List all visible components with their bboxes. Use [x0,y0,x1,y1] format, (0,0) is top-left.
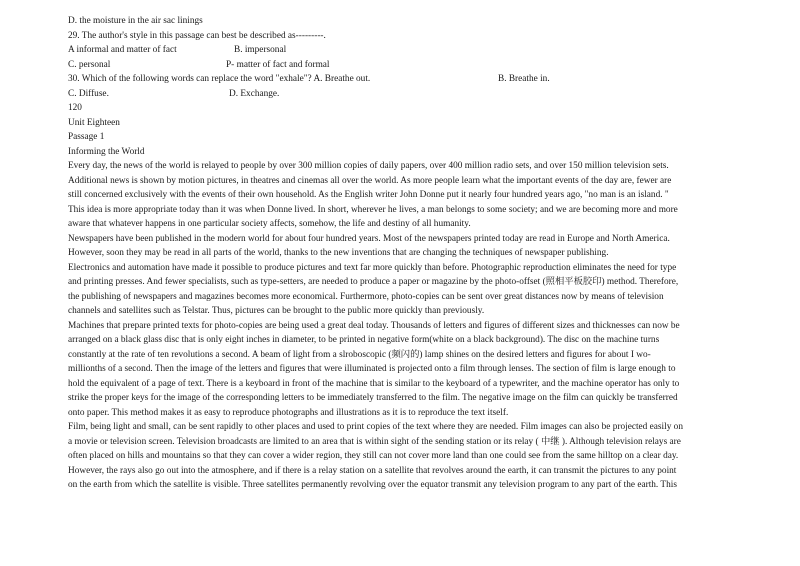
paragraph-line: hold the equivalent of a page of text. There is a keyboard in front of the machine that is similar to the keyboard of a typewriter, and the machine operator has only to [68,378,680,389]
paragraph-line: constantly at the rate of ten revolutions a second. A beam of light from a slroboscopic (频闪的) lamp shines on the desired letters and figures for about I wo- [68,349,651,360]
paragraph-line: often placed on hills and mountains so that they can cover a wider region, they still can not cover more land than one could see from the same hilltop on a clear day. [68,451,679,461]
question-29-options-row-2 [68,58,730,73]
question-30-text: 30. Which of the following words can replace the word "exhale"? A. Breathe out. [68,74,371,84]
question-29-options-row-1 [68,43,730,58]
passage-body [68,159,730,493]
passage-title: Informing the World [68,146,145,157]
paragraph-line: channels and satellites such as Telstar. Thus, pictures can be brought to the public more quickly than previously. [68,306,485,316]
question-30 [68,72,730,87]
option-b: B. impersonal [234,45,287,55]
question-30-option-d: D. Exchange. [229,88,280,99]
paragraph-line: arranged on a black glass disc that is only eight inches in diameter, to be printed in negative form(white on a black background). The disc on the machine turns [68,335,660,345]
paragraph-line: Electronics and automation have made it possible to produce pictures and text far more quickly than before. Photographic reproduction eliminates the need for type [68,262,677,273]
question-30-options-row-2 [68,87,730,102]
paragraph [68,261,730,319]
paragraph-line: Film, being light and small, can be sent rapidly to other places and used to print copies of the text where they are needed. Film images can also be projected easily on [68,422,683,432]
paragraph [68,319,730,421]
paragraph-line: and printing presses. And fewer specialists, such as type-setters, are needed to produce a paper or magazine by the photo-offset (照相平板胶印) method. Therefore, [68,277,679,287]
paragraph [68,159,730,232]
paragraph-line: However, the rays also go out into the atmosphere, and if there is a relay station on a satellite that revolves around the earth, it can transmit the pictures to any point [68,465,677,476]
paragraph-line: the publishing of newspapers and magazines becomes more economical. Furthermore, photo-copies can be sent over great distances now by means of television [68,291,664,302]
paragraph-line: onto paper. This method makes it as easy to reproduce photographs and illustrations as it is to reproduce the text itself. [68,407,509,418]
option-d-line: D. the moisture in the air sac linings [68,16,203,26]
paragraph-line: still concerned exclusively with the events of their own household. As the English writer John Donne put it nearly four hundred years ago, "no man is an island. " [68,190,669,200]
paragraph-line: Additional news is shown by motion pictures, in theatres and cinemas all over the world. As more people learn what the important events of the day are, fewer are [68,175,672,186]
paragraph-line: millionths of a second. Then the image of the letters and figures that were illuminated is projected onto a film through lenses. The section of film is large enough to [68,364,676,374]
paragraph-line: Machines that prepare printed texts for photo-copies are being used a great deal today. Thousands of letters and figures of different sizes and thicknesses can now be [68,320,680,331]
question-30-option-b: B. Breathe in. [498,74,550,84]
paragraph-line: This idea is more appropriate today than it was when Donne lived. In short, wherever he lives, a man belongs to some society; and we are becoming more and more [68,204,678,215]
option-d: P- matter of fact and formal [226,59,330,70]
paragraph-line: However, soon they may be read in all parts of the world, thanks to the new inventions that are changing the techniques of newspaper publishing. [68,248,609,258]
paragraph [68,232,730,261]
passage-heading: Passage 1 [68,132,105,142]
document-page [68,14,730,493]
paragraph [68,420,730,493]
question-30-option-c: C. Diffuse. [68,88,109,99]
question-29: 29. The author's style in this passage can best be described as---------. [68,30,326,41]
unit-heading: Unit Eighteen [68,117,120,128]
option-a: A informal and matter of fact [68,45,177,55]
paragraph-line: strike the proper keys for the image of the corresponding letters to be immediately transferred to the film. The negative image on the film can quickly be transferred [68,393,678,403]
paragraph-line: Newspapers have been published in the modern world for about four hundred years. Most of the newspapers printed today are read in Europe and North America. [68,233,670,244]
page-number: 120 [68,103,82,113]
paragraph-line: aware that whatever happens in one particular society affects, somehow, the life and destiny of all humanity. [68,219,471,229]
paragraph-line: Every day, the news of the world is relayed to people by over 300 million copies of daily papers, over 400 million radio sets, and over 150 million television sets. [68,161,669,171]
paragraph-line: on the earth from which the satellite is visible. Three satellites permanently revolving over the equator transmit any television program to any part of the earth. This [68,480,677,490]
paragraph-line: a movie or television screen. Television broadcasts are limited to an area that is within sight of the sending station or its relay ( 中继 ). Although television relays are [68,436,681,447]
option-c: C. personal [68,59,111,70]
